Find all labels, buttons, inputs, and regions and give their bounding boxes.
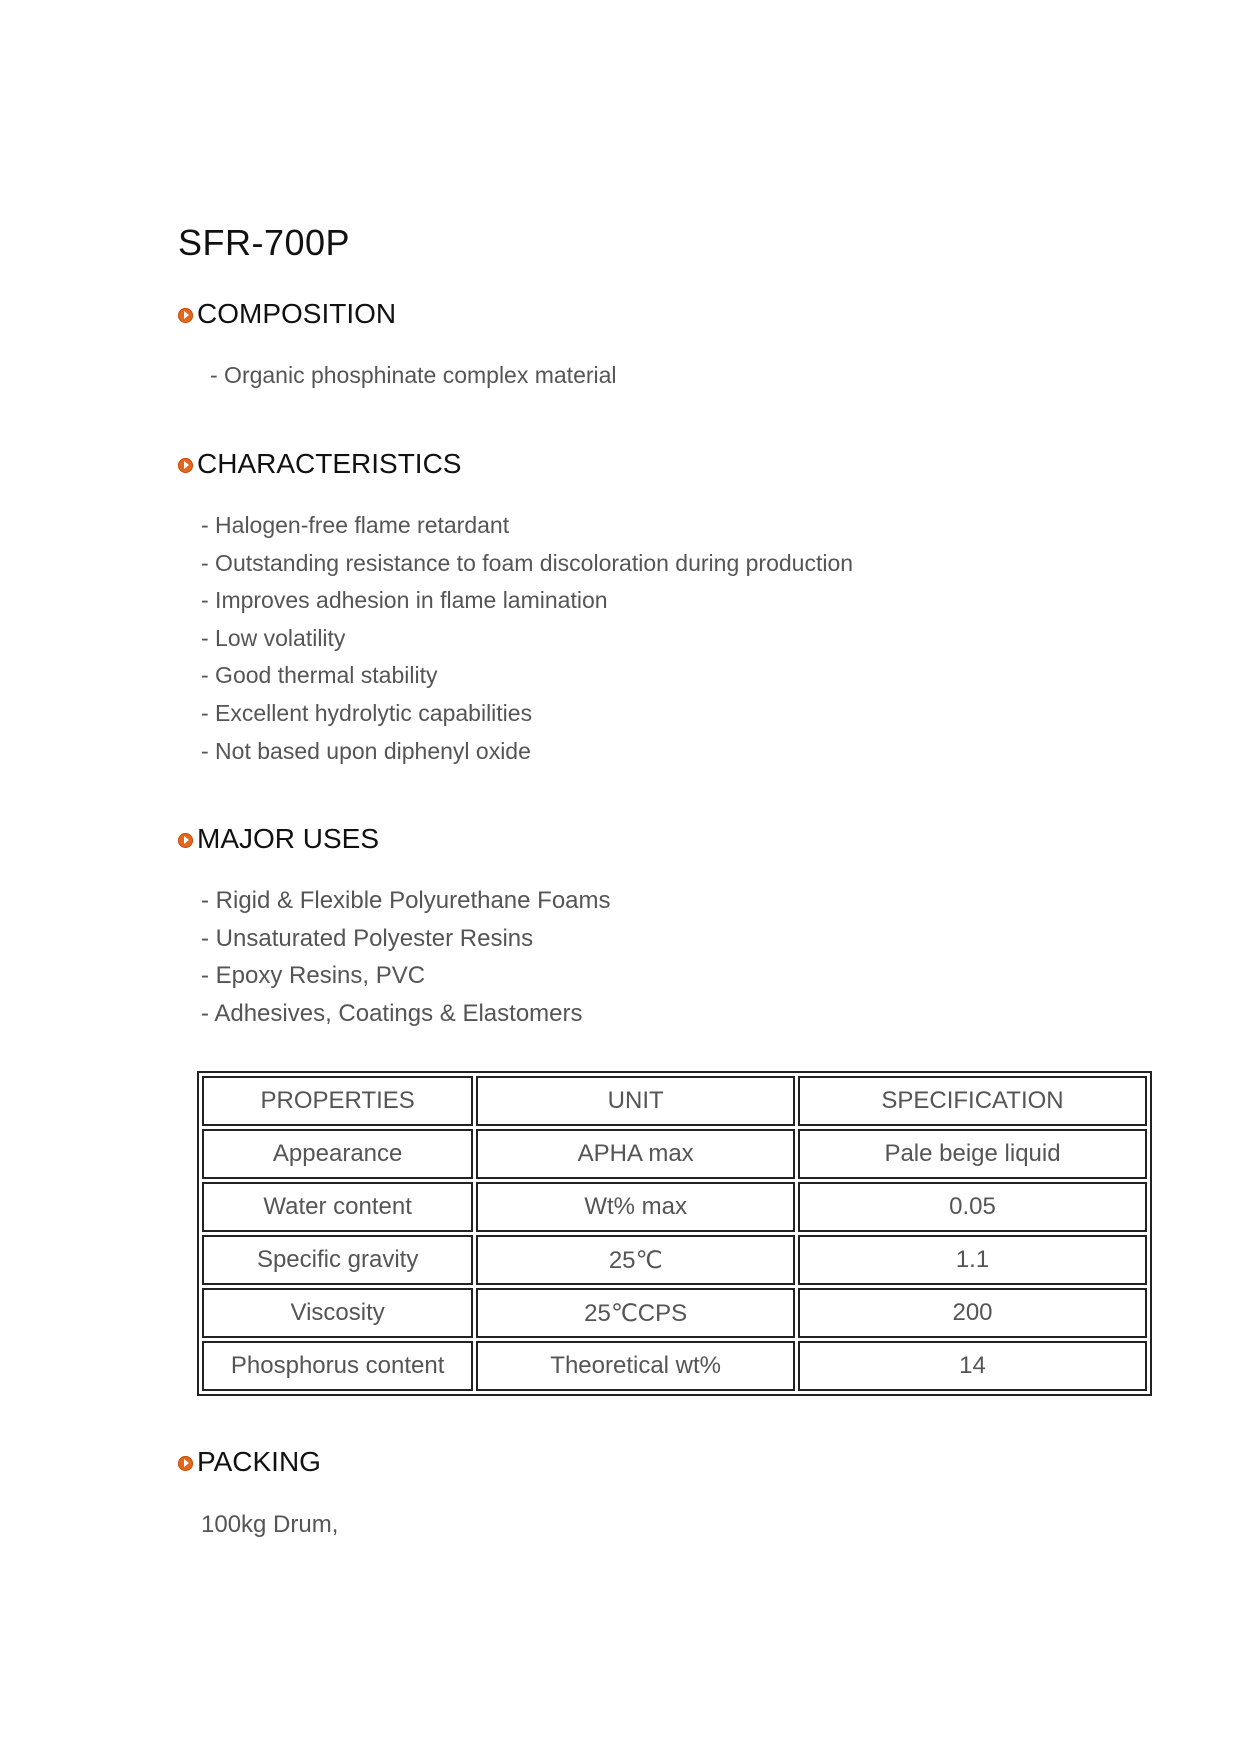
- list-item: - Outstanding resistance to foam discoloration during production: [201, 549, 854, 576]
- composition-heading-label: COMPOSITION: [197, 298, 397, 329]
- header-properties: PROPERTIES: [202, 1076, 473, 1126]
- major-uses-list: [201, 882, 611, 1032]
- page-title: SFR-700P: [178, 222, 351, 263]
- unit-cell: 25℃CPS: [476, 1288, 795, 1338]
- table-row: [202, 1288, 1147, 1338]
- specification-cell: 1.1: [798, 1235, 1147, 1285]
- list-item: - Unsaturated Polyester Resins: [201, 924, 534, 952]
- list-item: - Adhesives, Coatings & Elastomers: [201, 999, 583, 1027]
- characteristics-heading: [178, 448, 461, 480]
- characteristics-heading-label: CHARACTERISTICS: [197, 448, 462, 479]
- header-specification: SPECIFICATION: [798, 1076, 1147, 1126]
- list-item: - Improves adhesion in flame lamination: [201, 587, 608, 614]
- property-cell: Specific gravity: [202, 1235, 473, 1285]
- specification-cell: 14: [798, 1341, 1147, 1391]
- table-row: [202, 1235, 1147, 1285]
- unit-cell: 25℃: [476, 1235, 795, 1285]
- packing-heading: [178, 1446, 321, 1478]
- orange-bullet-icon: [178, 1456, 193, 1471]
- major-uses-heading-label: MAJOR USES: [197, 823, 380, 854]
- composition-heading: [178, 298, 396, 330]
- list-item: - Low volatility: [201, 624, 346, 651]
- list-item: - Not based upon diphenyl oxide: [201, 737, 531, 764]
- specification-cell: 200: [798, 1288, 1147, 1338]
- packing-heading-label: PACKING: [197, 1446, 321, 1477]
- list-item: - Organic phosphinate complex material: [210, 362, 617, 388]
- header-unit: UNIT: [476, 1076, 795, 1126]
- property-cell: Phosphorus content: [202, 1341, 473, 1391]
- unit-cell: Theoretical wt%: [476, 1341, 795, 1391]
- table-row: [202, 1182, 1147, 1232]
- orange-bullet-icon: [178, 458, 193, 473]
- table-header-row: [202, 1076, 1147, 1126]
- list-item: - Epoxy Resins, PVC: [201, 962, 426, 990]
- properties-table: [197, 1071, 1152, 1396]
- property-cell: Water content: [202, 1182, 473, 1232]
- table-row: [202, 1341, 1147, 1391]
- specification-cell: Pale beige liquid: [798, 1129, 1147, 1179]
- property-cell: Viscosity: [202, 1288, 473, 1338]
- major-uses-heading: [178, 823, 379, 855]
- orange-bullet-icon: [178, 833, 193, 848]
- list-item: - Halogen-free flame retardant: [201, 512, 510, 538]
- orange-bullet-icon: [178, 308, 193, 323]
- table-row: [202, 1129, 1147, 1179]
- packing-text: 100kg Drum,: [201, 1511, 339, 1538]
- specification-cell: 0.05: [798, 1182, 1147, 1232]
- property-cell: Appearance: [202, 1129, 473, 1179]
- unit-cell: APHA max: [476, 1129, 795, 1179]
- composition-list: [210, 357, 617, 395]
- list-item: - Excellent hydrolytic capabilities: [201, 699, 533, 726]
- list-item: - Rigid & Flexible Polyurethane Foams: [201, 887, 611, 914]
- characteristics-list: [201, 507, 853, 770]
- unit-cell: Wt% max: [476, 1182, 795, 1232]
- list-item: - Good thermal stability: [201, 662, 438, 689]
